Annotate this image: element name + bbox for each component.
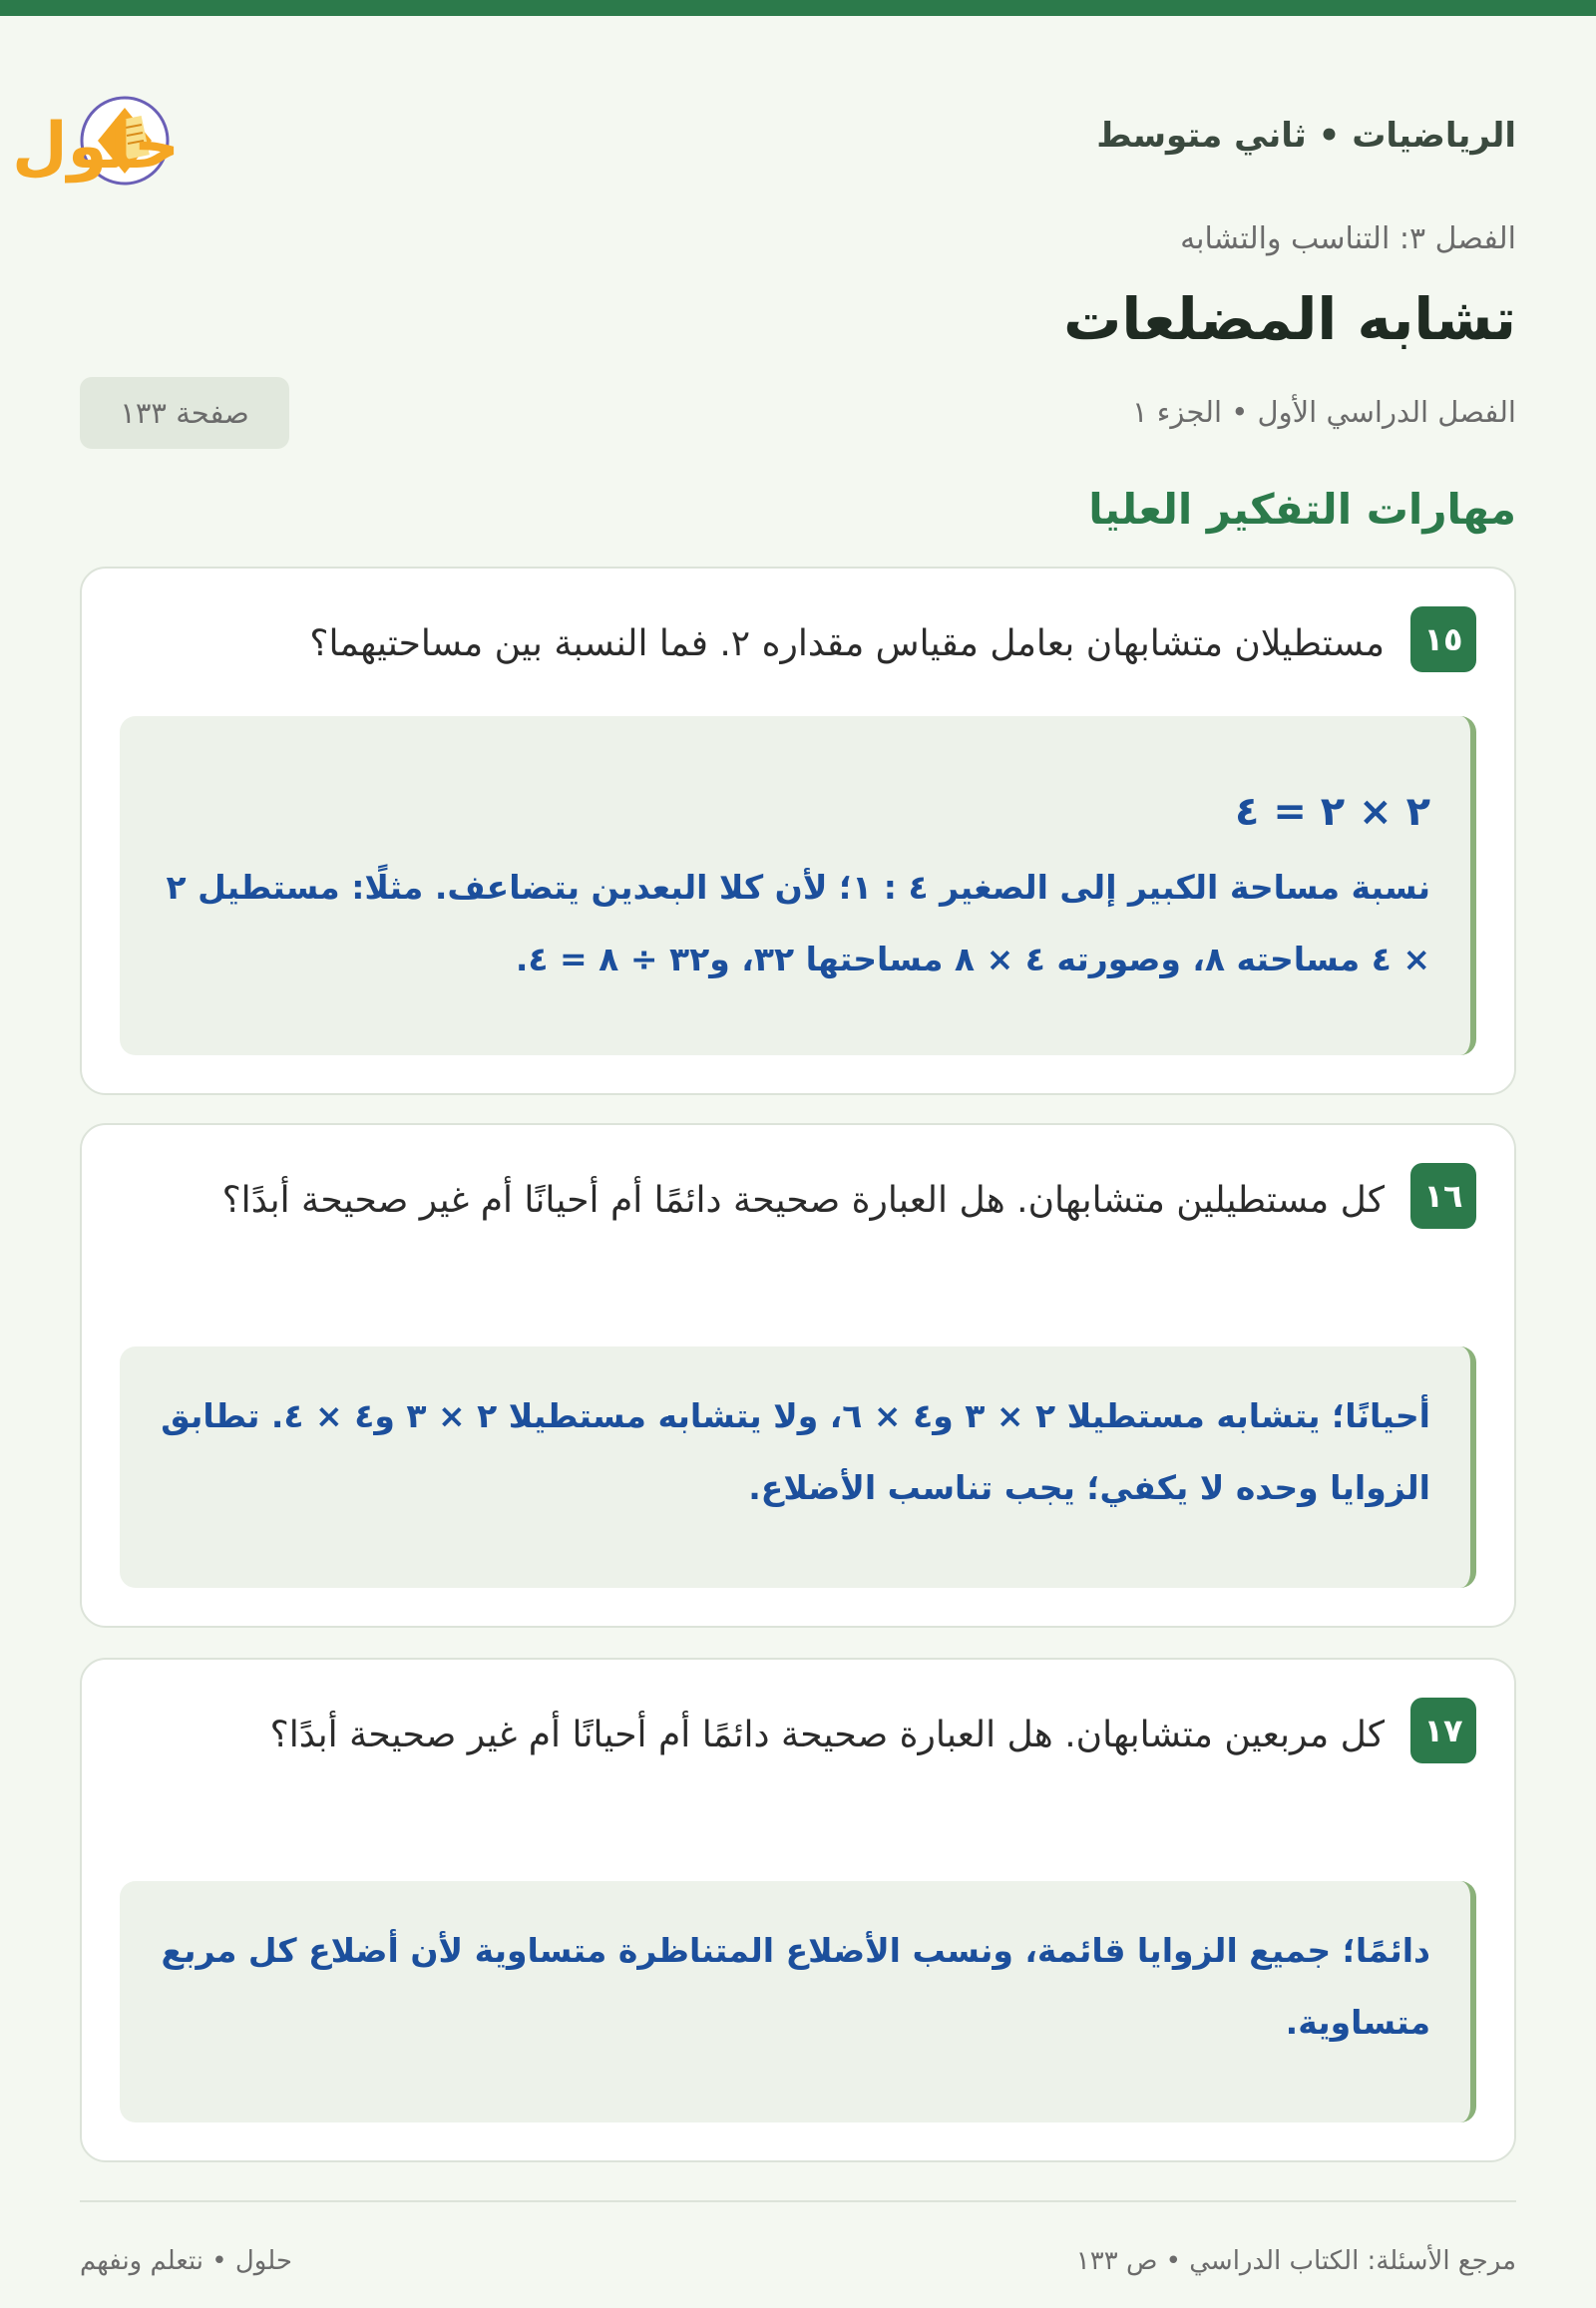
footer-reference: مرجع الأسئلة: الكتاب الدراسي • ص ١٣٣ [1075,2246,1516,2276]
question-card [80,1658,1516,2162]
question-number-badge: ١٧ [1410,1698,1476,1763]
chapter-label: الفصل ٣: التناسب والتشابه [1180,221,1516,256]
page [12,16,1516,2308]
question-text: كل مستطيلين متشابهان. هل العبارة صحيحة دائمًا أم أحيانًا أم غير صحيحة أبدًا؟ [221,1180,1385,1221]
question-text: كل مربعين متشابهان. هل العبارة صحيحة دائمًا أم أحيانًا أم غير صحيحة أبدًا؟ [269,1715,1385,1755]
section-title: مهارات التفكير العليا [1088,485,1516,534]
page-title: تشابه المضلعات [1063,285,1516,353]
footer-divider [80,2200,1516,2202]
question-number-badge: ١٦ [1410,1163,1476,1229]
answer-box [120,1346,1476,1588]
answer-text: أحيانًا؛ يتشابه مستطيلا ٢ × ٣ و٤ × ٦، ولا يتشابه مستطيلا ٢ × ٣ و٤ × ٤. تطابق الزوايا وحده لا يكفي؛ يجب تناسب الأضلاع. [161,1396,1430,1507]
answer-equation: ٢ × ٢ = ٤ [1234,789,1430,835]
page-number-badge: صفحة ١٣٣ [80,377,289,449]
answer-text: دائمًا؛ جميع الزوايا قائمة، ونسب الأضلاع المتناظرة متساوية لأن أضلاع كل مربع متساوية. [161,1931,1430,2042]
header [12,76,1516,186]
top-accent-bar [0,0,1596,16]
question-card [80,567,1516,1095]
question-number-badge: ١٥ [1410,606,1476,672]
answer-text: نسبة مساحة الكبير إلى الصغير ٤ : ١؛ لأن كلا البعدين يتضاعف. مثلًا: مستطيل ٢ × ٤ مساحته ٨، وصورته ٤ × ٨ مساحتها ٣٢، و٣٢ ÷ ٨ = ٤. [166,868,1430,978]
question-card [80,1123,1516,1628]
term-label: الفصل الدراسي الأول • الجزء ١ [1131,395,1516,429]
footer-brand: حلول • نتعلم ونفهم [80,2246,292,2276]
subject-label: الرياضيات • ثاني متوسط [1096,116,1516,156]
question-text: مستطيلان متشابهان بعامل مقياس مقداره ٢. فما النسبة بين مساحتيهما؟ [309,623,1385,664]
answer-box [120,716,1476,1055]
hulool-logo-icon [12,86,369,195]
svg-text:حلول: حلول [12,110,180,184]
answer-box [120,1881,1476,2122]
